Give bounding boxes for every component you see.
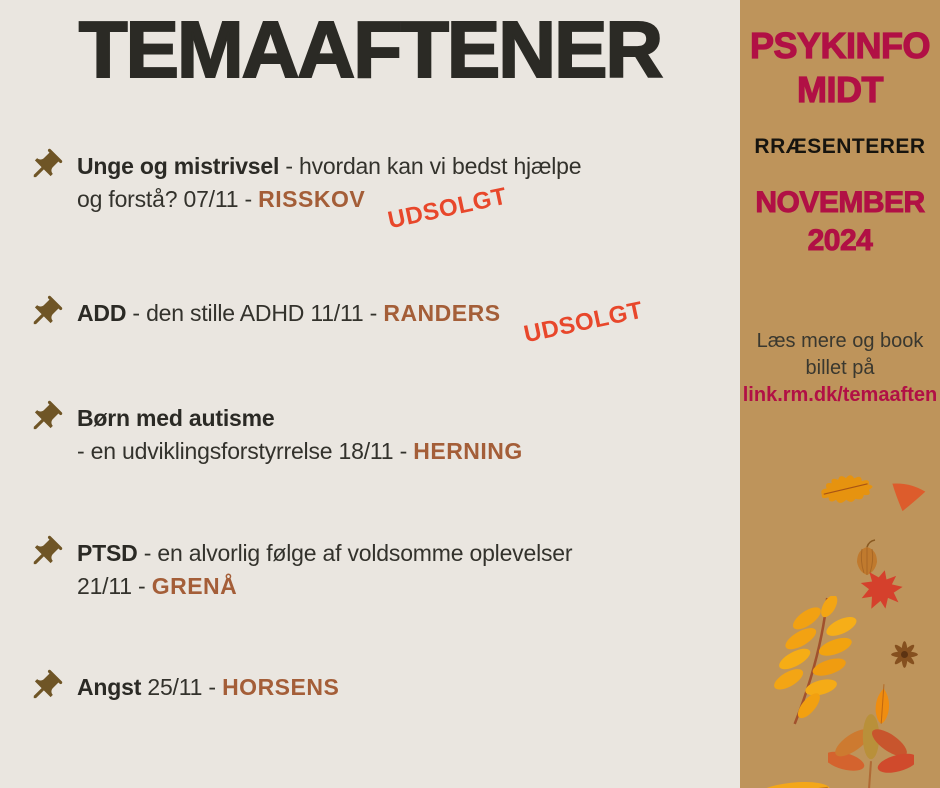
star-anise-icon <box>888 638 921 671</box>
event-date: 25/11 - <box>141 674 223 700</box>
pushpin-icon <box>26 399 64 437</box>
soldout-badge: UDSOLGT <box>521 296 645 349</box>
cta-text <box>740 328 940 409</box>
yellow-edge-leaf-icon <box>751 772 833 788</box>
pushpin-icon <box>26 534 64 572</box>
event-date: og forstå? 07/11 - <box>77 186 259 212</box>
event-title: PTSD <box>77 540 138 566</box>
soldout-badge: UDSOLGT <box>385 182 510 235</box>
presents-label: RRÆSENTERER <box>754 135 926 158</box>
brand-line1: PSYKINFO <box>749 25 931 66</box>
creeper-leaf-icon <box>828 714 914 788</box>
event-location: GRENÅ <box>151 573 238 599</box>
sidebar <box>740 0 940 788</box>
event-title: Unge og mistrivsel <box>77 153 280 179</box>
event-description: - hvordan kan vi bedst hjælpe <box>279 153 582 179</box>
event-item-add <box>26 296 645 349</box>
pushpin-icon <box>26 147 64 185</box>
month-line1: NOVEMBER <box>755 186 925 219</box>
maple-leaf-icon <box>855 565 909 615</box>
oak-leaf-icon <box>815 464 881 512</box>
event-item-unge-og-mistrivsel <box>26 150 582 235</box>
event-title: Angst <box>77 674 142 700</box>
event-title: ADD <box>77 300 127 326</box>
event-location: RISSKOV <box>258 186 366 212</box>
event-item-angst <box>26 671 339 706</box>
event-location: HERNING <box>413 438 523 464</box>
event-description: - den stille ADHD 11/11 - <box>126 300 384 326</box>
booking-link: link.rm.dk/temaaften <box>742 384 938 406</box>
cta-line2: billet på <box>805 357 875 379</box>
event-title: Børn med autisme <box>77 405 275 431</box>
event-date: 21/11 - <box>77 573 152 599</box>
event-location: RANDERS <box>383 300 501 326</box>
red-leaf-icon <box>886 479 929 517</box>
rowan-leaf-icon <box>768 596 862 726</box>
event-location: HORSENS <box>222 674 340 700</box>
brand-title <box>740 24 940 112</box>
event-description: - en alvorlig følge af voldsomme oplevelser <box>137 540 573 566</box>
event-item-ptsd <box>26 537 572 603</box>
cta-line1: Læs mere og book <box>756 330 924 352</box>
event-item-boern-med-autisme <box>26 402 523 468</box>
event-description: - en udviklingsforstyrrelse 18/11 - <box>77 438 414 464</box>
brand-line2: MIDT <box>797 69 883 110</box>
month-line2: 2024 <box>807 224 873 257</box>
pushpin-icon <box>26 668 64 706</box>
page-title: TEMAAFTENER <box>78 5 662 94</box>
month-title <box>740 184 940 260</box>
pushpin-icon <box>26 294 64 332</box>
